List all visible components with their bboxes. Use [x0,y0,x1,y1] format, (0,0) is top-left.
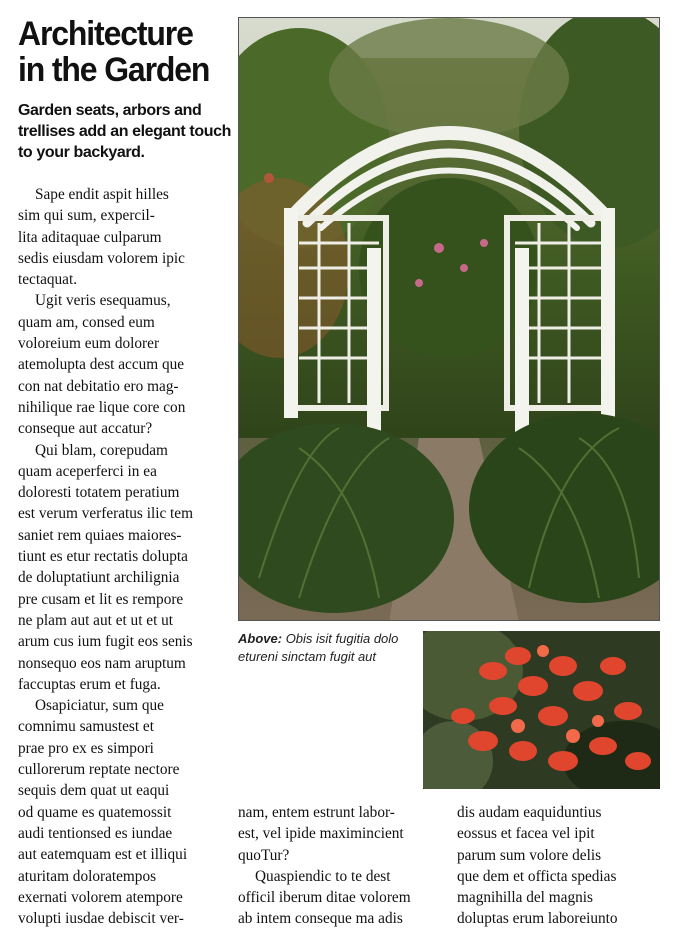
arbor-photo [238,17,660,621]
flower-illustration [423,631,660,789]
paragraph: Quaspiendic to te dest officil iberum ditae volorem ab intem conseque ma adis [238,867,411,928]
paragraph: Qui blam, corepudam quam aceperferci in ea doloresti totatem peratium est verum verferatus ilic tem saniet rem quiaes maiores- tiunt es etur rectatis dolupta de doluptatiunt archilignia pre cusam et lit es rempore ne plam aut aut et ut et ut arum cus ium fugit eos senis nonsequo eos nam aruptum faccuptas erum et fuga. [18,441,193,693]
body-column-1 [18,184,230,929]
photo-caption [238,630,418,666]
flower-photo [423,631,660,789]
body-column-2 [238,802,443,930]
paragraph: Ugit veris esequamus, quam am, consed eum voloreium eum dolorer atemolupta dest accum que con nat debitatio ero mag- nihilique rae lique core con conseque aut accatur? [18,292,186,438]
paragraph: nam, entem estrunt labor- est, vel ipide maximincient quoTur? [238,804,404,864]
article-subtitle: Garden seats, arbors and trellises add an elegant touch to your backyard. [18,102,231,161]
paragraph: dis audam eaquiduntius eossus et facea vel ipit parum sum volore delis que dem et officta spedias magnihilla del magnis doluptas erum laboreiunto [457,804,618,928]
caption-text: Obis isit fugitia dolo etureni sinctam fugit aut [238,631,399,664]
arbor-illustration [239,18,660,621]
article-title: Architecture in the Garden [18,15,210,89]
paragraph: Osapiciatur, sum que comnimu samustest et prae pro ex es simpori cullorerum reptate nectore sequis dem quat ut eaqui od quame es quatemossit audi tentionsed es iundae aut eatemquam est et illiqui aturitam doloratempos exernati volorem atempore volupti iusdae debiscit ver- [18,697,188,928]
caption-label: Above: [238,631,283,646]
body-column-3 [457,802,662,930]
paragraph: Sape endit aspit hilles sim qui sum, expercil- lita aditaquae culparum sedis eiusdam volorem ipic tectaquat. [18,186,185,289]
